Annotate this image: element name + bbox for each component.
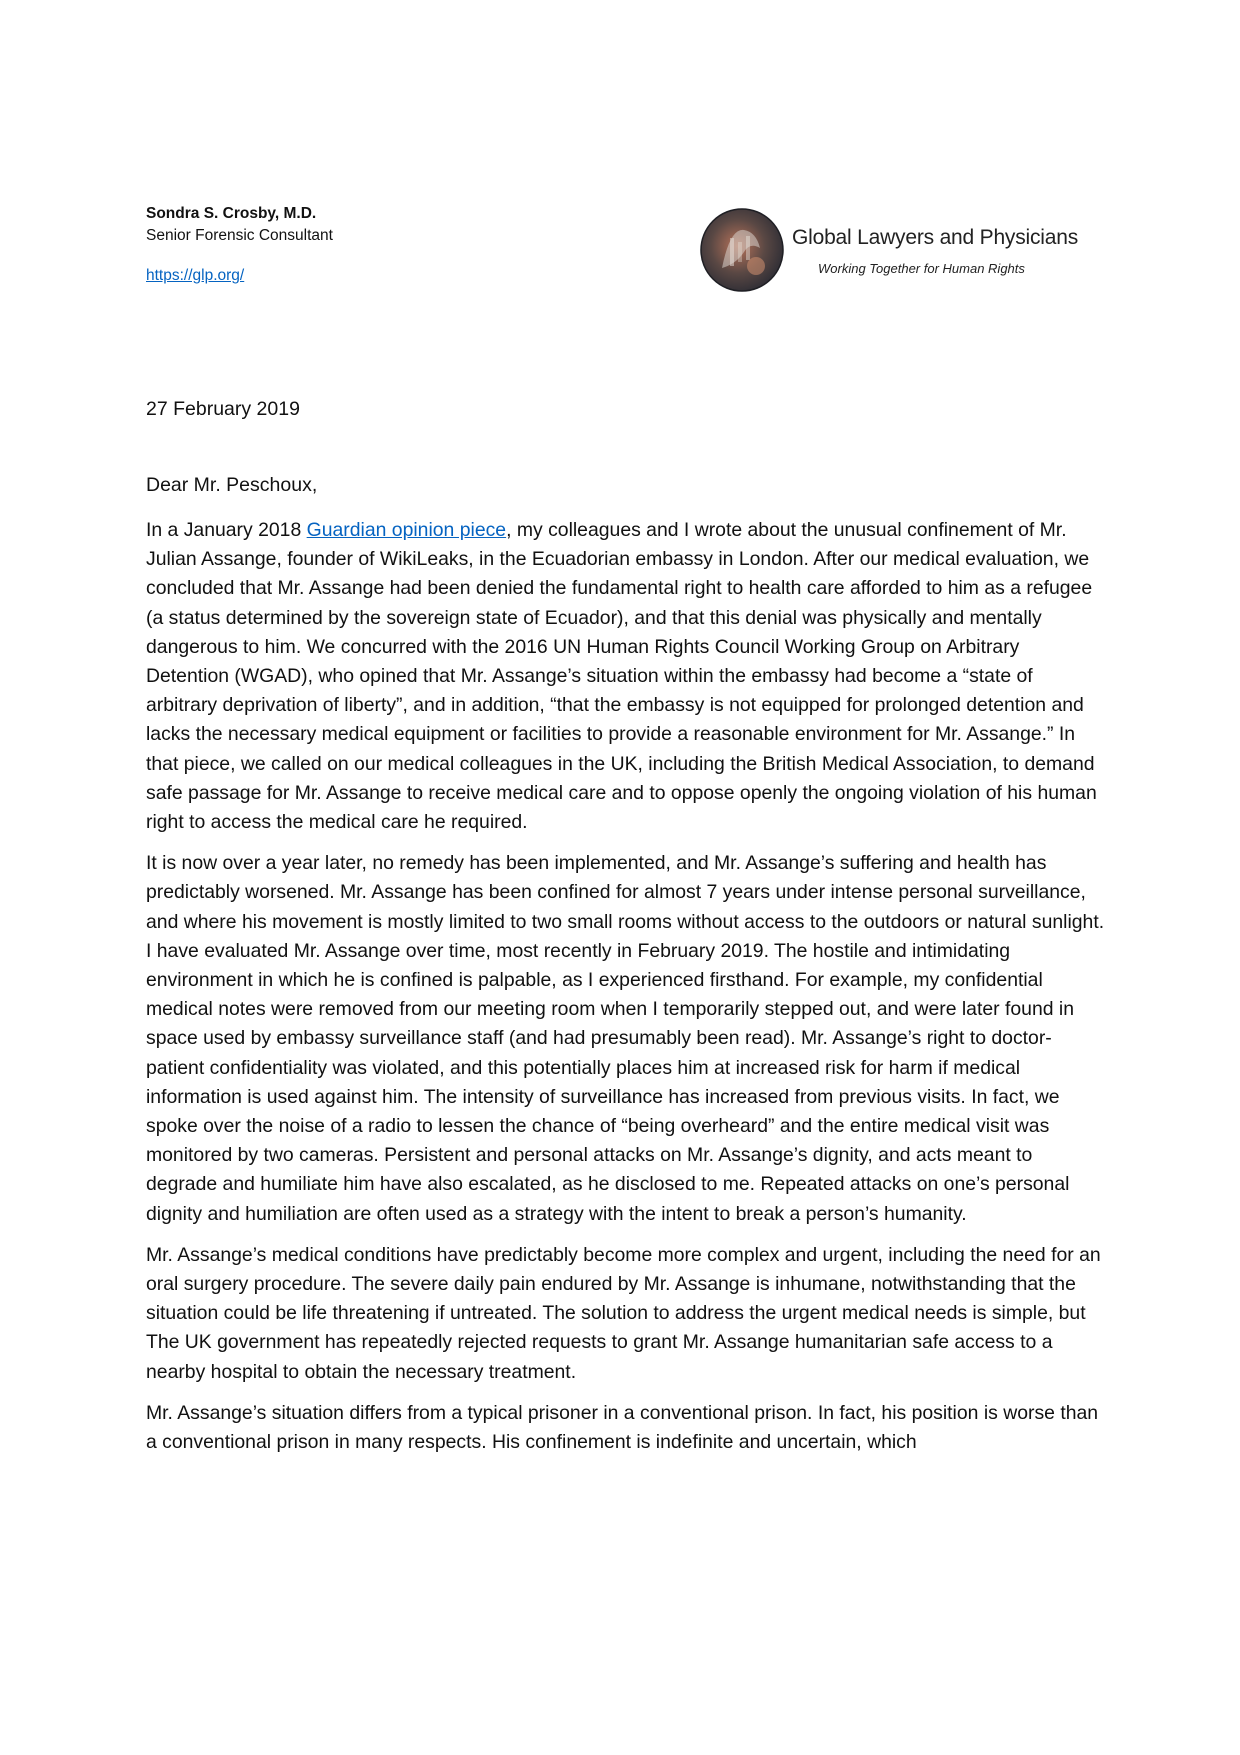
paragraph-4: Mr. Assange’s situation differs from a typical prisoner in a conventional prison. In fact, his position is worse than a conventional prison in many respects. His confinement is indefinite and uncertain, which [146, 1401, 1099, 1454]
letter-body [146, 516, 1106, 1469]
organization-name: Global Lawyers and Physicians [792, 226, 1079, 249]
paragraph-2: It is now over a year later, no remedy has been implemented, and Mr. Assange’s suffering and health has predictably worsened. Mr. Assange has been confined for almost 7 years under intense personal surveillance, and where his movement is mostly limited to two small rooms without access to the outdoors or natural sunlight. I have evaluated Mr. Assange over time, most recently in February 2019. The hostile and intimidating environment in which he is confined is palpable, as I experienced firsthand. For example, my confidential medical notes were removed from our meeting room when I temporarily stepped out, and were later found in space used by embassy surveillance staff (and had presumably been read). Mr. Assange’s right to doctor-patient confidentiality was violated, and this potentially places him at increased risk for harm if medical information is used against him. The intensity of surveillance has increased from previous visits. In fact, we spoke over the noise of a radio to lessen the chance of “being overheard” and the entire medical visit was monitored by two cameras. Persistent and personal attacks on Mr. Assange’s dignity, and acts meant to degrade and humiliate him have also escalated, as he disclosed to me. Repeated attacks on one’s personal dignity and humiliation are often used as a strategy with the intent to break a person’s humanity. [146, 852, 1105, 1225]
organization-tagline: Working Together for Human Rights [818, 261, 1025, 276]
sender-title: Senior Forensic Consultant [146, 227, 333, 244]
sender-block [146, 203, 333, 287]
sender-name: Sondra S. Crosby, M.D. [146, 205, 317, 222]
letter-date: 27 February 2019 [146, 398, 300, 420]
glp-seal-icon [700, 208, 784, 292]
organization-logo [700, 206, 1100, 292]
website-link[interactable]: https://glp.org/ [146, 267, 245, 284]
salutation: Dear Mr. Peschoux, [146, 474, 318, 496]
paragraph-1 [146, 516, 1106, 837]
paragraph-3: Mr. Assange’s medical conditions have predictably become more complex and urgent, including the need for an oral surgery procedure. The severe daily pain endured by Mr. Assange is inhumane, notwithstanding that the situation could be life threatening if untreated. The solution to address the urgent medical needs is simple, but The UK government has repeatedly rejected requests to grant Mr. Assange humanitarian safe access to a nearby hospital to obtain the necessary treatment. [146, 1243, 1101, 1383]
paragraph-1-rest: , my colleagues and I wrote about the unusual confinement of Mr. Julian Assange, founder of WikiLeaks, in the Ecuadorian embassy in London. After our medical evaluation, we concluded that Mr. Assange had been denied the fundamental right to health care afforded to him as a refugee (a status determined by the sovereign state of Ecuador), and that this denial was physically and mentally dangerous to him. We concurred with the 2016 UN Human Rights Council Working Group on Arbitrary Detention (WGAD), who opined that Mr. Assange’s situation within the embassy had become a “state of arbitrary deprivation of liberty”, and in addition, “that the embassy is not equipped for prolonged detention and lacks the necessary medical equipment or facilities to provide a reasonable environment for Mr. Assange.” In that piece, we called on our medical colleagues in the UK, including the British Medical Association, to demand safe passage for Mr. Assange to receive medical care and to oppose openly the ongoing violation of his human right to access the medical care he required. [146, 519, 1097, 834]
guardian-opinion-link[interactable]: Guardian opinion piece [306, 519, 507, 541]
paragraph-1-start: In a January 2018 [146, 519, 307, 541]
